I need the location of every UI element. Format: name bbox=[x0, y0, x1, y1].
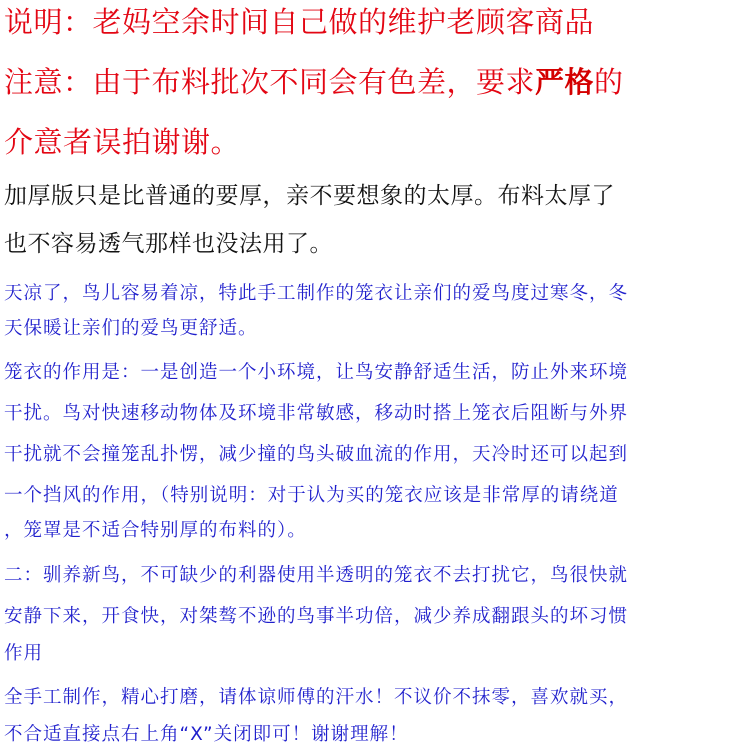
thickness-note-line-2 bbox=[4, 233, 333, 256]
notice-line-2-prefix: 注意：由于布料批次不同会有色差，要求 bbox=[4, 65, 536, 99]
notice-line-2 bbox=[4, 65, 624, 99]
notice-emphasis-strict: 严格 bbox=[535, 65, 595, 99]
thickness-note-line-2-text: 也不容易透气那样也没法用了。 bbox=[4, 231, 333, 257]
description-line: 笼衣的作用是：一是创造一个小环境，让鸟安静舒适生活，防止外来环境 bbox=[4, 362, 629, 383]
notice-line-2-suffix: 的 bbox=[594, 65, 624, 99]
description-line: 干扰。鸟对快速移动物体及环境非常敏感，移动时搭上笼衣后阻断与外界 bbox=[4, 403, 629, 424]
description-line: 作用 bbox=[4, 643, 44, 664]
notice-line-3-text: 介意者误拍谢谢。 bbox=[4, 125, 241, 159]
description-line: 干扰就不会撞笼乱扑愣，减少撞的鸟头破血流的作用，天冷时还可以起到 bbox=[4, 444, 629, 465]
description-line: 一个挡风的作用，（特别说明：对于认为买的笼衣应该是非常厚的请绕道 bbox=[4, 485, 619, 506]
notice-line-1 bbox=[4, 5, 595, 39]
description-line: 不合适直接点右上角“X”关闭即可！谢谢理解！ bbox=[4, 724, 409, 745]
description-line: 天凉了，鸟儿容易着凉，特此手工制作的笼衣让亲们的爱鸟度过寒冬，冬 bbox=[4, 283, 629, 304]
thickness-note-line-1 bbox=[4, 185, 615, 208]
description-line: 二：驯养新鸟，不可缺少的利器使用半透明的笼衣不去打扰它，鸟很快就 bbox=[4, 565, 629, 586]
description-line: ，笼罩是不适合特别厚的布料的）。 bbox=[4, 520, 307, 541]
notice-line-3 bbox=[4, 125, 241, 159]
notice-line-1-text: 说明：老妈空余时间自己做的维护老顾客商品 bbox=[4, 5, 595, 39]
description-line: 天保暖让亲们的爱鸟更舒适。 bbox=[4, 318, 258, 339]
description-line: 全手工制作，精心打磨，请体谅师傅的汗水！不议价不抹零，喜欢就买， bbox=[4, 687, 629, 708]
thickness-note-line-1-text: 加厚版只是比普通的要厚，亲不要想象的太厚。布料太厚了 bbox=[4, 183, 615, 209]
description-line: 安静下来，开食快，对桀骜不逊的鸟事半功倍，减少养成翻跟头的坏习惯 bbox=[4, 606, 629, 627]
